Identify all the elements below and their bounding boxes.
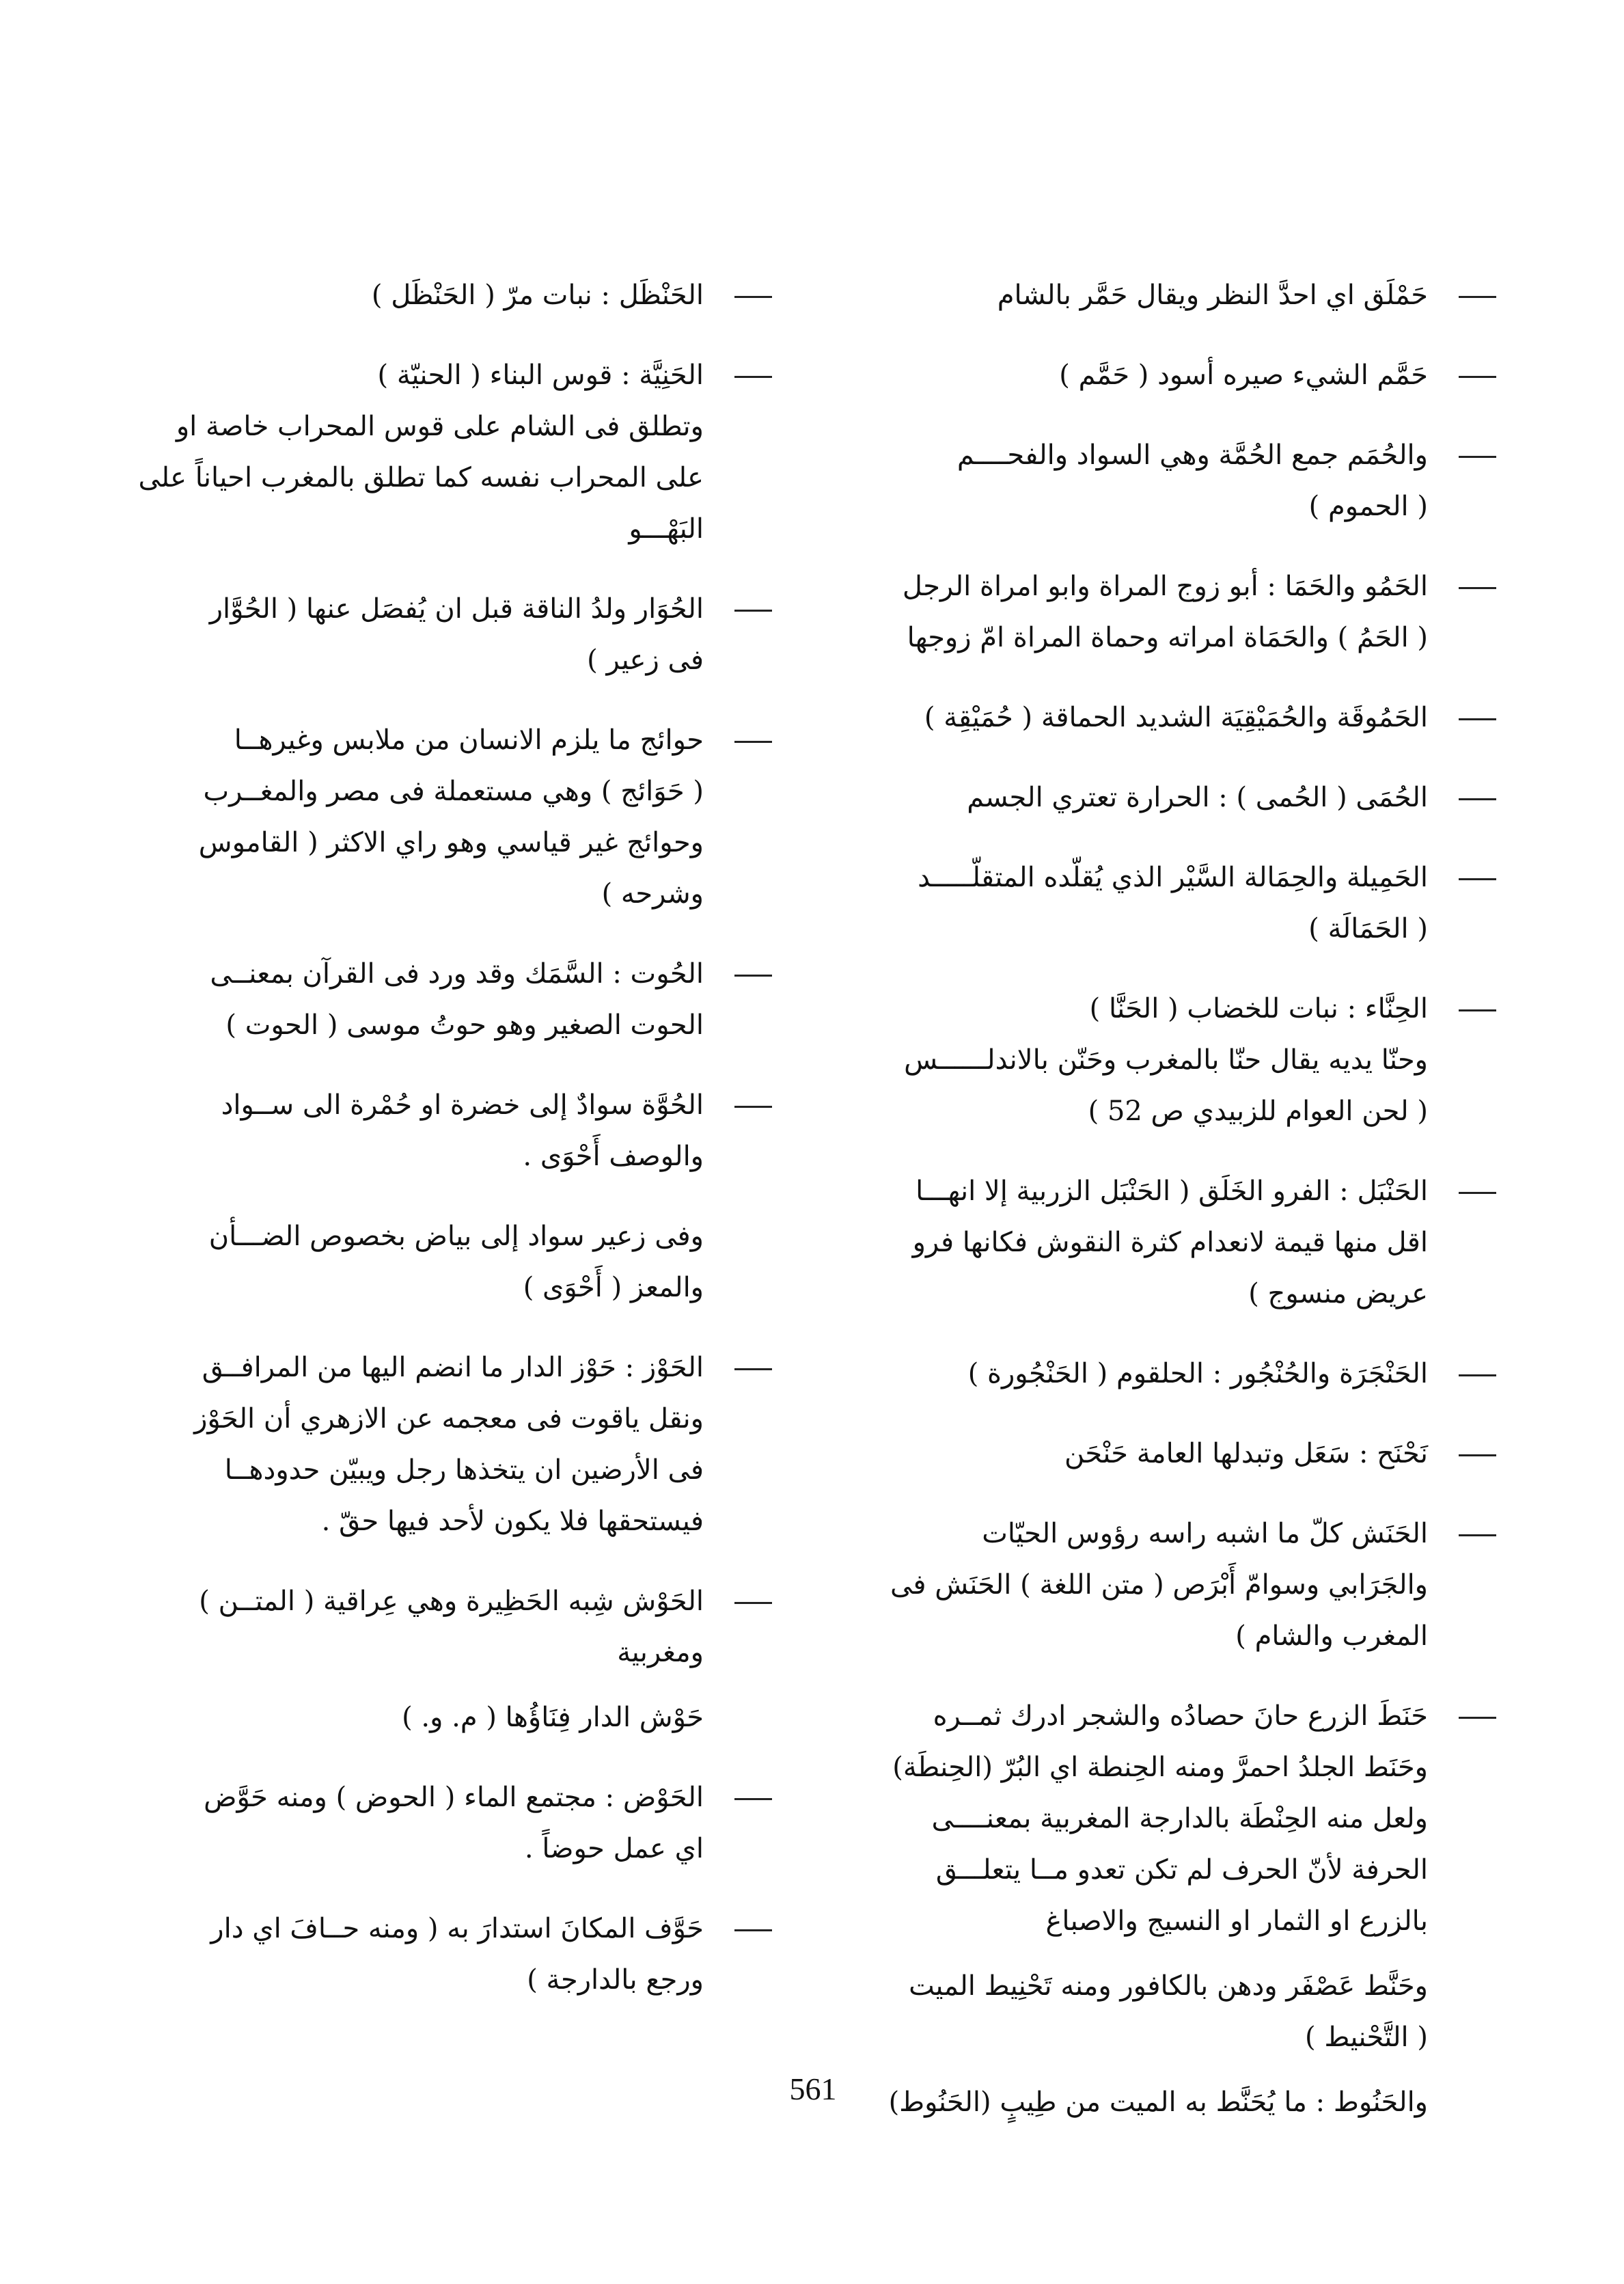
entry-dash-marker bbox=[734, 1368, 772, 1370]
dictionary-entry bbox=[89, 1080, 772, 1182]
entry-line: وحَنَط الجلدُ احمرَّ ومنه الحِنطة اي البُرّ (الحِنطَة) bbox=[892, 1752, 1428, 1783]
entry-line: على المحراب نفسه كما تطلق بالمغرب احياناً على bbox=[138, 462, 704, 493]
dictionary-entry bbox=[840, 983, 1496, 1137]
entry-line: عريض منسوج ) bbox=[1248, 1278, 1428, 1309]
entry-line: الحَمُو والحَمَا : أبو زوج المراة وابو امراة الرجل bbox=[902, 571, 1428, 602]
entry-line: الحَنَش كلّ ما اشبه راسه رؤوس الحيّات bbox=[982, 1518, 1428, 1549]
entry-line: اقل منها قيمة لانعدام كثرة النقوش فكانها فرو bbox=[912, 1227, 1428, 1258]
entry-dash-marker bbox=[1459, 456, 1496, 458]
entry-line: الحَمُوقَة والحُمَيْقِيَة الشديد الحماقة ( حُمَيْقِة ) bbox=[924, 702, 1428, 733]
entry-line: فى زعير ) bbox=[587, 644, 704, 676]
entry-line: ولعل منه الحِنْطَة بالدارجة المغربية بمعنــــى bbox=[931, 1803, 1428, 1834]
entry-line: ( التَّحْنيط ) bbox=[1305, 2022, 1428, 2053]
dictionary-entry bbox=[89, 270, 772, 321]
entry-dash-marker bbox=[1459, 718, 1496, 720]
entry-line: فى الأرضين ان يتخذها رجل ويبيّن حدودهــا bbox=[224, 1454, 704, 1486]
entry-line: حَوَّف المكانَ استدارَ به ( ومنه حــافَ اي دار bbox=[210, 1913, 704, 1944]
entry-line: الحُوَّة سوادٌ إلى خضرة او حُمْرة الى ســواد bbox=[221, 1089, 704, 1121]
dictionary-entry bbox=[89, 1692, 772, 1743]
entry-dash-marker bbox=[734, 376, 772, 378]
dictionary-entry bbox=[840, 1691, 1496, 1947]
entry-line: وحوائج غير قياسي وهو راي الاكثر ( القاموس bbox=[198, 827, 704, 858]
entry-dash-marker bbox=[1459, 587, 1496, 589]
entry-line: ( الحَمُ ) والحَمَاة امراته وحماة المراة امّ زوجها bbox=[907, 622, 1428, 653]
dictionary-entry bbox=[89, 350, 772, 555]
entry-dash-marker bbox=[1459, 1717, 1496, 1719]
dictionary-entry bbox=[89, 1211, 772, 1314]
entry-dash-marker bbox=[1459, 798, 1496, 800]
entry-line: الحُوَار ولدُ الناقة قبل ان يُفصَل عنها ( الحُوَّار bbox=[209, 593, 704, 625]
dictionary-entry bbox=[840, 772, 1496, 824]
entry-dash-marker bbox=[1459, 1009, 1496, 1011]
entry-line: الحُمَى ( الحُمى ) : الحرارة تعتري الجسم bbox=[967, 782, 1428, 813]
entry-line: حوائج ما يلزم الانسان من ملابس وغيرهــا bbox=[234, 724, 704, 756]
dictionary-entry bbox=[89, 1772, 772, 1875]
dictionary-entry bbox=[840, 270, 1496, 321]
entry-dash-marker bbox=[734, 610, 772, 612]
entry-dash-marker bbox=[734, 1798, 772, 1800]
entry-line: وحَنَّط عَصْفَر ودهن بالكافور ومنه تَحْنِيط الميت bbox=[909, 1970, 1428, 2002]
page-number: 561 bbox=[789, 2071, 837, 2106]
entry-line: نَحْنَح : سَعَل وتبدلها العامة حَنْحَن bbox=[1064, 1438, 1428, 1469]
dictionary-entry bbox=[840, 561, 1496, 664]
right-column bbox=[840, 270, 1496, 2157]
dictionary-entry bbox=[840, 1508, 1496, 1662]
dictionary-entry bbox=[89, 1576, 772, 1678]
entry-line: ورجع بالدارجة ) bbox=[527, 1964, 704, 1996]
entry-dash-marker bbox=[734, 1929, 772, 1931]
entry-line: حَوْش الدار فِنَاؤُها ( م. و. ) bbox=[402, 1702, 704, 1733]
dictionary-entry bbox=[840, 852, 1496, 955]
entry-line: الحَوْض : مجتمع الماء ( الحوض ) ومنه حَوَّض bbox=[204, 1782, 704, 1813]
entry-line: وشرحه ) bbox=[601, 878, 704, 910]
entry-dash-marker bbox=[1459, 878, 1496, 880]
entry-line: ( لحن العوام للزبيدي ص 52 ) bbox=[1088, 1096, 1428, 1127]
entry-dash-marker bbox=[1459, 1192, 1496, 1194]
entry-line: وتطلق فى الشام على قوس المحراب خاصة او bbox=[176, 411, 704, 442]
entry-line: والجَرَابي وسوامّ أَبْرَص ( متن اللغة ) الحَنَش فى bbox=[890, 1569, 1428, 1601]
entry-line: الحَنْجَرَة والحُنْجُور : الحلقوم ( الحَنْجُورة ) bbox=[967, 1358, 1428, 1389]
dictionary-entry bbox=[840, 1166, 1496, 1320]
dictionary-entry bbox=[89, 1342, 772, 1547]
entry-line: حَمَّم الشيء صيره أسود ( حَمَّم ) bbox=[1059, 359, 1428, 391]
entry-dash-marker bbox=[1459, 1534, 1496, 1536]
dictionary-entry bbox=[840, 692, 1496, 744]
entry-line: حَنَطَ الزرع حانَ حصادُه والشجر ادرك ثمــره bbox=[933, 1700, 1428, 1732]
entry-line: والحُمَم جمع الحُمَّة وهي السواد والفحــــم bbox=[956, 439, 1428, 471]
dictionary-entry bbox=[840, 2077, 1496, 2128]
entry-line: وفى زعير سواد إلى بياض بخصوص الضـــأن bbox=[208, 1221, 704, 1252]
dictionary-entry bbox=[89, 715, 772, 920]
dictionary-entry bbox=[89, 584, 772, 686]
entry-line: بالزرع او الثمار او النسيج والاصباغ bbox=[1045, 1905, 1428, 1937]
entry-line: الحرفة لأنّ الحرف لم تكن تعدو مــا يتعلـــق bbox=[935, 1854, 1428, 1886]
entry-line: الحَنْبَل : الفرو الخَلَق ( الحَنْبَل الزربية إلا انهـــا bbox=[916, 1175, 1428, 1207]
entry-line: الحُوت : السَّمَك وقد ورد فى القرآن بمعنــى bbox=[210, 958, 704, 990]
entry-dash-marker bbox=[734, 1106, 772, 1108]
left-column bbox=[89, 270, 772, 2035]
entry-line: ( الحموم ) bbox=[1308, 491, 1428, 522]
entry-line: ( حَوَائج ) وهي مستعملة فى مصر والمغــرب bbox=[203, 776, 704, 807]
entry-line: والوصف أَحْوَى . bbox=[523, 1141, 704, 1172]
entry-line: الحِنَّاء : نبات للخضاب ( الحَنَّا ) bbox=[1089, 993, 1428, 1024]
entry-dash-marker bbox=[1459, 1374, 1496, 1376]
entry-line: والحَنُوط : ما يُحَنَّط به الميت من طِيبٍ (الحَنُوط) bbox=[888, 2086, 1428, 2118]
entry-line: حَمْلَق اي احدَّ النظر ويقال حَمَّر بالشام bbox=[997, 280, 1428, 311]
entry-dash-marker bbox=[734, 975, 772, 977]
dictionary-entry bbox=[840, 1428, 1496, 1480]
entry-line: اي عمل حوضاً . bbox=[524, 1833, 704, 1864]
entry-line: المغرب والشام ) bbox=[1235, 1620, 1428, 1652]
entry-line: الحَنِيَّة : قوس البناء ( الحنيّة ) bbox=[377, 359, 704, 391]
entry-line: فيستحقها فلا يكون لأحد فيها حقّ . bbox=[321, 1506, 704, 1537]
entry-dash-marker bbox=[1459, 1454, 1496, 1456]
entry-line: الحَنْظَل : نبات مرّ ( الحَنْظَل ) bbox=[371, 280, 704, 311]
entry-dash-marker bbox=[1459, 376, 1496, 378]
entry-line: الحَمِيلة والحِمَالة السَّيْر الذي يُقلّده المتقلّـــــد bbox=[918, 862, 1428, 893]
entry-dash-marker bbox=[734, 1602, 772, 1604]
entry-dash-marker bbox=[734, 741, 772, 743]
entry-line: الحوت الصغير وهو حوتُ موسى ( الحوت ) bbox=[225, 1009, 704, 1041]
dictionary-entry bbox=[840, 1961, 1496, 2063]
entry-dash-marker bbox=[734, 296, 772, 298]
entry-line: البَهْـــو bbox=[629, 513, 704, 545]
entry-line: الحَوْش شِبه الحَظِيرة وهي عِراقية ( المتــن ) bbox=[199, 1586, 704, 1617]
entry-line: ونقل ياقوت فى معجمه عن الازهري أن الحَوْز bbox=[194, 1403, 704, 1435]
entry-line: ( الحَمَالَة ) bbox=[1308, 913, 1428, 944]
dictionary-entry bbox=[89, 1903, 772, 2006]
dictionary-entry bbox=[840, 430, 1496, 532]
entry-dash-marker bbox=[1459, 296, 1496, 298]
entry-line: ومغربية bbox=[617, 1637, 704, 1668]
dictionary-entry bbox=[840, 1348, 1496, 1400]
dictionary-entry bbox=[89, 949, 772, 1051]
entry-line: وحنّا يديه يقال حنّا بالمغرب وحَنّن بالاندلــــــس bbox=[904, 1044, 1428, 1076]
dictionary-entry bbox=[840, 350, 1496, 401]
entry-line: والمعز ( أَحْوَى ) bbox=[523, 1272, 704, 1303]
entry-line: الحَوْز : حَوْز الدار ما انضم اليها من المرافــق bbox=[202, 1352, 704, 1383]
